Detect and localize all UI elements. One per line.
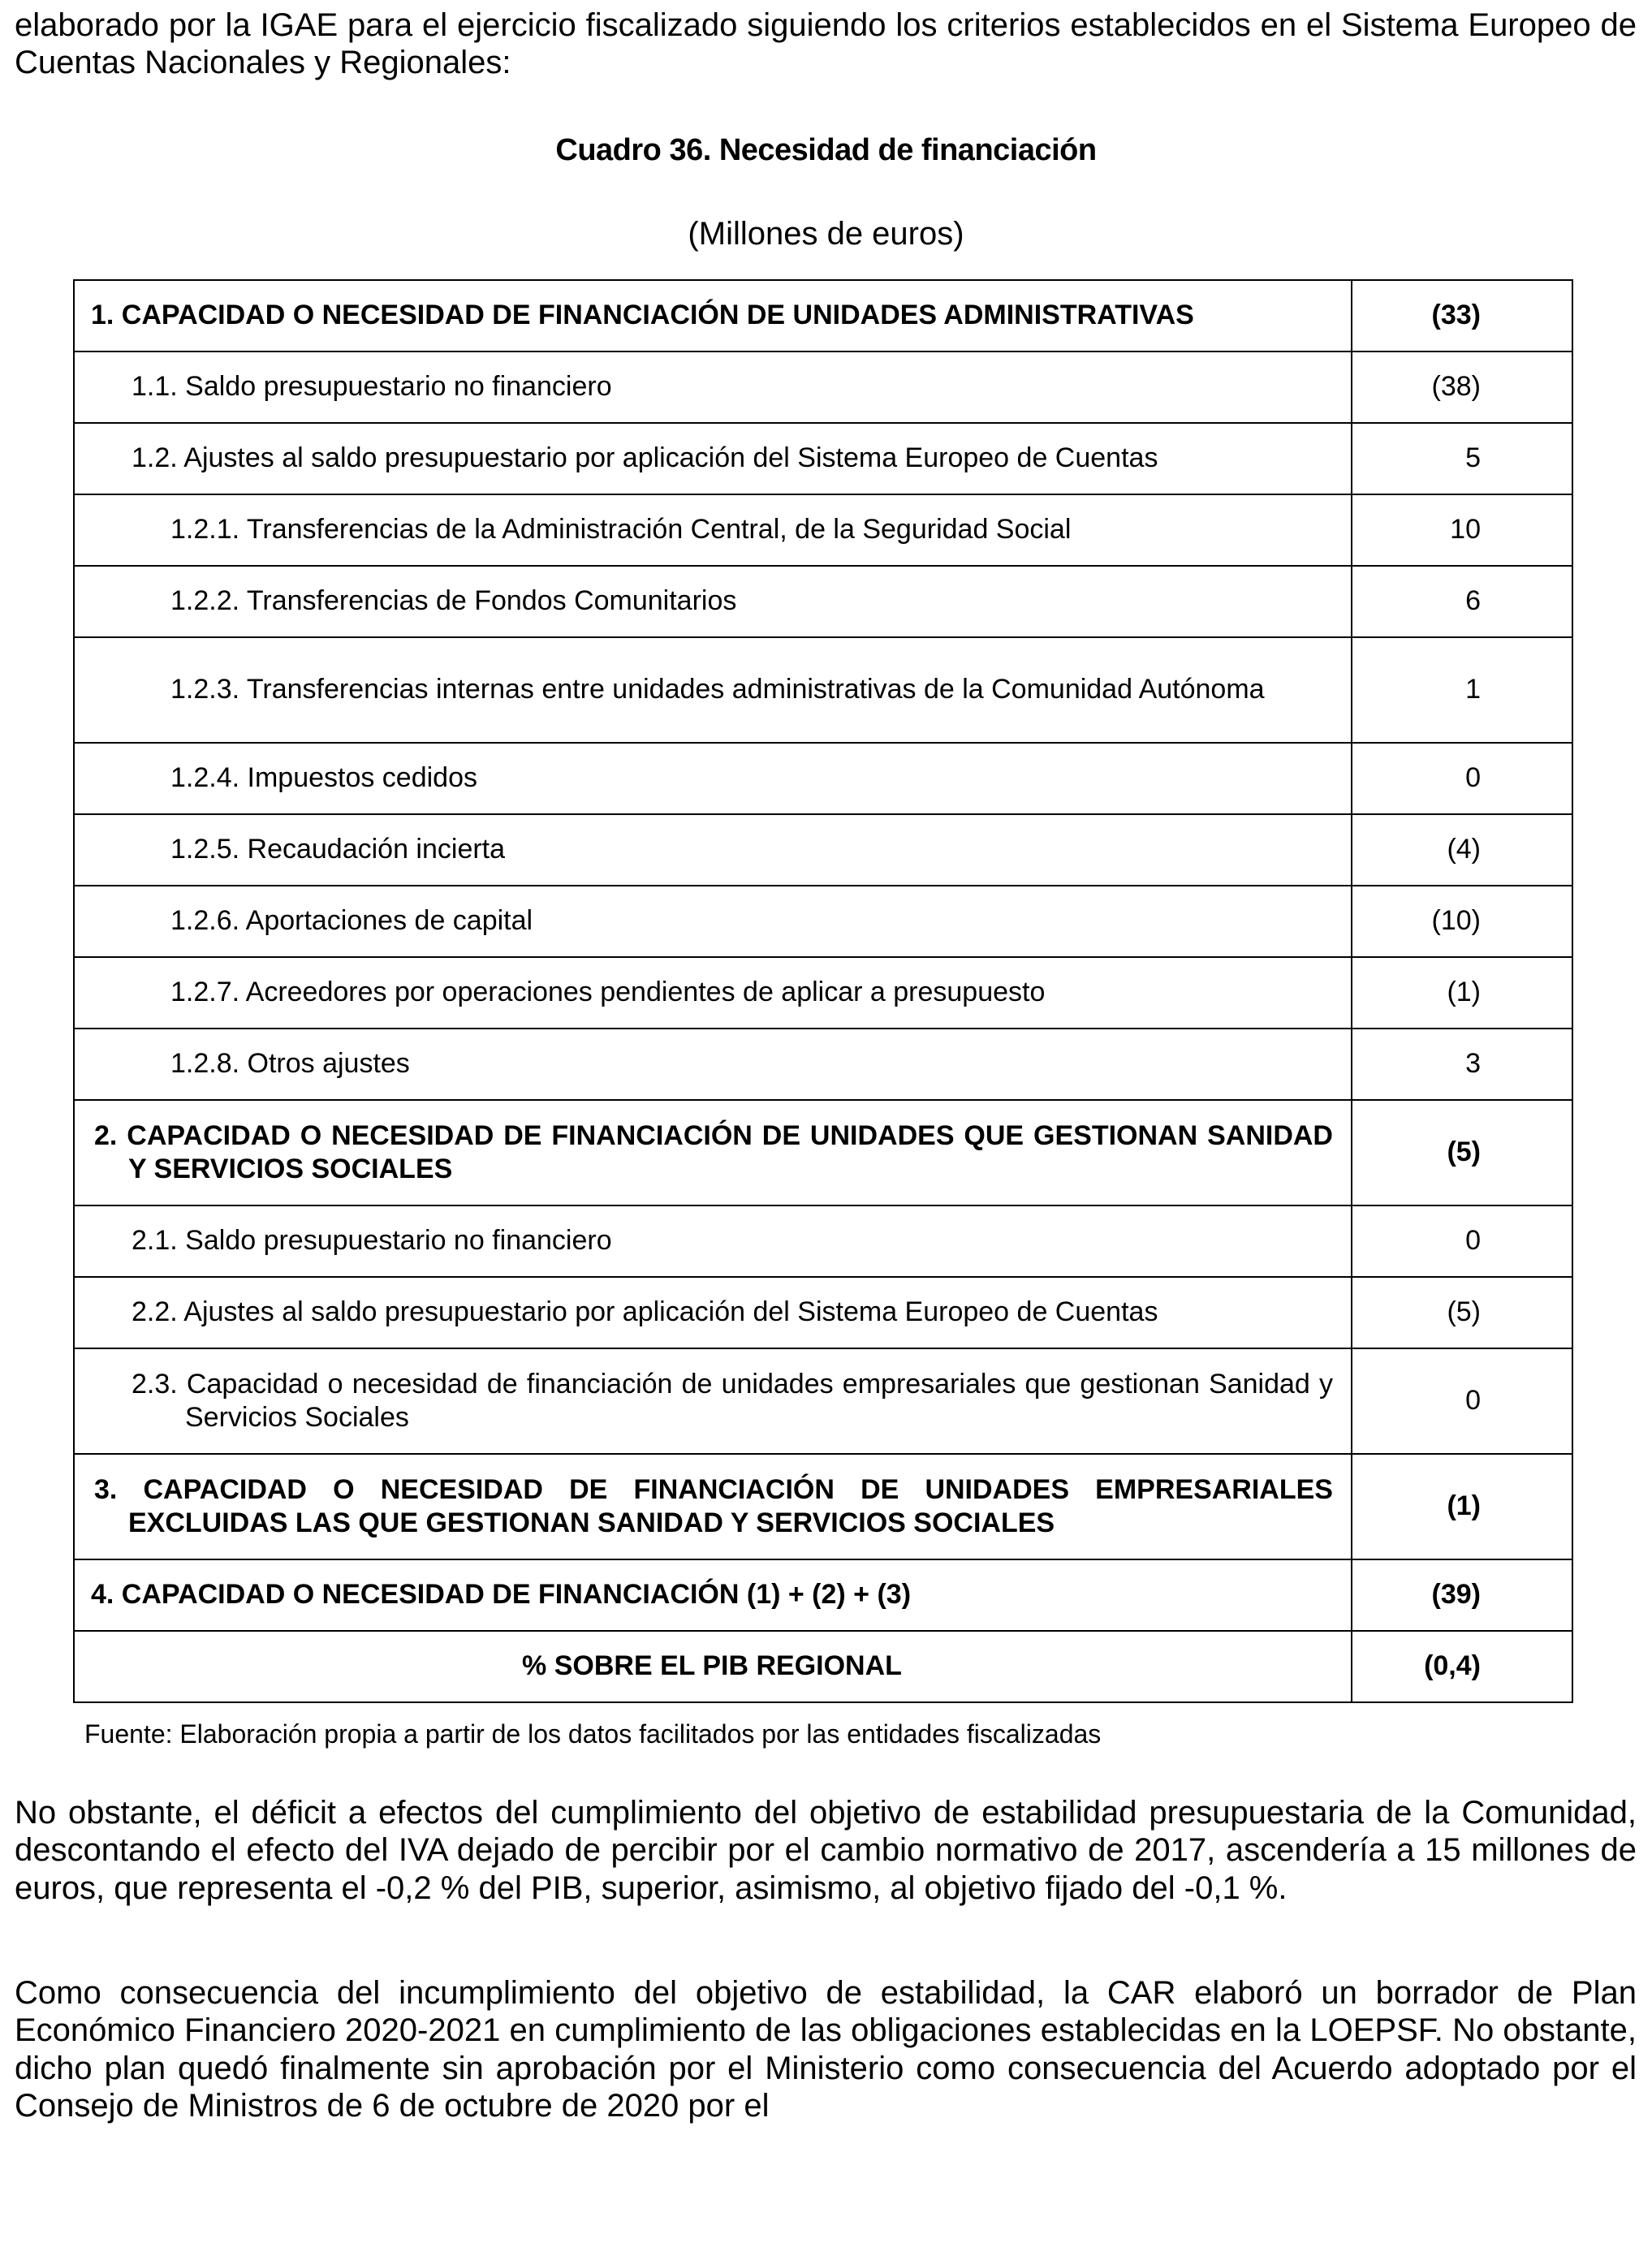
table-row — [74, 814, 1572, 886]
row-value: 0 — [1352, 1348, 1572, 1454]
row-label: 1.2.7. Acreedores por operaciones pendientes de aplicar a presupuesto — [74, 957, 1352, 1029]
row-label: 1.2.6. Aportaciones de capital — [74, 886, 1352, 957]
table-source-note: Fuente: Elaboración propia a partir de los datos facilitados por las entidades fiscalizadas — [84, 1719, 1102, 1749]
row-label: 1.2.2. Transferencias de Fondos Comunitarios — [74, 566, 1352, 637]
body-paragraph: Como consecuencia del incumplimiento del objetivo de estabilidad, la CAR elaboró un borrador de Plan Económico Financiero 2020-2021 en cumplimiento de las obligaciones establecidas en la LOEPSF. No obstante, dicho plan quedó finalmente sin aprobación por el Ministerio como consecuencia del Acuerdo adoptado por el Consejo de Ministros de 6 de octubre de 2020 por el — [15, 1975, 1637, 2124]
row-value: 0 — [1352, 743, 1572, 814]
row-label: 2.2. Ajustes al saldo presupuestario por aplicación del Sistema Europeo de Cuentas — [74, 1277, 1352, 1348]
row-value: 3 — [1352, 1029, 1572, 1100]
table-title: Cuadro 36. Necesidad de financiación — [555, 133, 1097, 167]
intro-paragraph: elaborado por la IGAE para el ejercicio fiscalizado siguiendo los criterios establecidos en el Sistema Europeo de Cuentas Nacionales y Regionales: — [15, 7, 1637, 81]
table-unit: (Millones de euros) — [688, 216, 964, 252]
row-value: (4) — [1352, 814, 1572, 886]
row-value: 10 — [1352, 494, 1572, 566]
row-value: 6 — [1352, 566, 1572, 637]
row-label: 1. CAPACIDAD O NECESIDAD DE FINANCIACIÓN DE UNIDADES ADMINISTRATIVAS — [74, 280, 1352, 351]
table-row — [74, 1277, 1572, 1348]
table-row — [74, 886, 1572, 957]
table-row — [74, 494, 1572, 566]
row-value: (39) — [1352, 1559, 1572, 1631]
row-label: 3. CAPACIDAD O NECESIDAD DE FINANCIACIÓN DE UNIDADES EMPRESARIALES EXCLUIDAS LAS QUE GESTIONAN SANIDAD Y SERVICIOS SOCIALES — [74, 1454, 1352, 1559]
row-label: 1.1. Saldo presupuestario no financiero — [74, 351, 1352, 423]
table-row — [74, 1205, 1572, 1277]
row-label: 2. CAPACIDAD O NECESIDAD DE FINANCIACIÓN DE UNIDADES QUE GESTIONAN SANIDAD Y SERVICIOS SOCIALES — [74, 1100, 1352, 1205]
row-label: 1.2.5. Recaudación incierta — [74, 814, 1352, 886]
row-value: (1) — [1352, 957, 1572, 1029]
row-value: 1 — [1352, 637, 1572, 743]
row-label: % SOBRE EL PIB REGIONAL — [74, 1631, 1352, 1702]
financing-table — [73, 279, 1573, 1703]
row-value: (0,4) — [1352, 1631, 1572, 1702]
row-value: (5) — [1352, 1100, 1572, 1205]
table-row — [74, 1631, 1572, 1702]
table-row — [74, 351, 1572, 423]
table-row — [74, 1559, 1572, 1631]
table-row — [74, 1348, 1572, 1454]
row-value: (1) — [1352, 1454, 1572, 1559]
row-label: 1.2. Ajustes al saldo presupuestario por aplicación del Sistema Europeo de Cuentas — [74, 423, 1352, 494]
row-label: 1.2.1. Transferencias de la Administración Central, de la Seguridad Social — [74, 494, 1352, 566]
row-label: 1.2.4. Impuestos cedidos — [74, 743, 1352, 814]
table-row — [74, 280, 1572, 351]
table-row — [74, 637, 1572, 743]
row-value: (10) — [1352, 886, 1572, 957]
row-label: 2.3. Capacidad o necesidad de financiación de unidades empresariales que gestionan Sanidad y Servicios Sociales — [74, 1348, 1352, 1454]
table-row — [74, 1029, 1572, 1100]
table-row — [74, 566, 1572, 637]
table-row — [74, 1454, 1572, 1559]
table-row — [74, 957, 1572, 1029]
row-value: 0 — [1352, 1205, 1572, 1277]
row-value: (38) — [1352, 351, 1572, 423]
row-label: 1.2.3. Transferencias internas entre unidades administrativas de la Comunidad Autónoma — [74, 637, 1352, 743]
row-label: 1.2.8. Otros ajustes — [74, 1029, 1352, 1100]
row-value: 5 — [1352, 423, 1572, 494]
row-value: (5) — [1352, 1277, 1572, 1348]
row-label: 2.1. Saldo presupuestario no financiero — [74, 1205, 1352, 1277]
row-value: (33) — [1352, 280, 1572, 351]
table-row — [74, 1100, 1572, 1205]
table-row — [74, 743, 1572, 814]
table-row — [74, 423, 1572, 494]
body-paragraph: No obstante, el déficit a efectos del cumplimiento del objetivo de estabilidad presupuestaria de la Comunidad, descontando el efecto del IVA dejado de percibir por el cambio normativo de 2017, ascendería a 15 millones de euros, que representa el -0,2 % del PIB, superior, asimismo, al objetivo fijado del -0,1 %. — [15, 1795, 1637, 1906]
row-label: 4. CAPACIDAD O NECESIDAD DE FINANCIACIÓN (1) + (2) + (3) — [74, 1559, 1352, 1631]
